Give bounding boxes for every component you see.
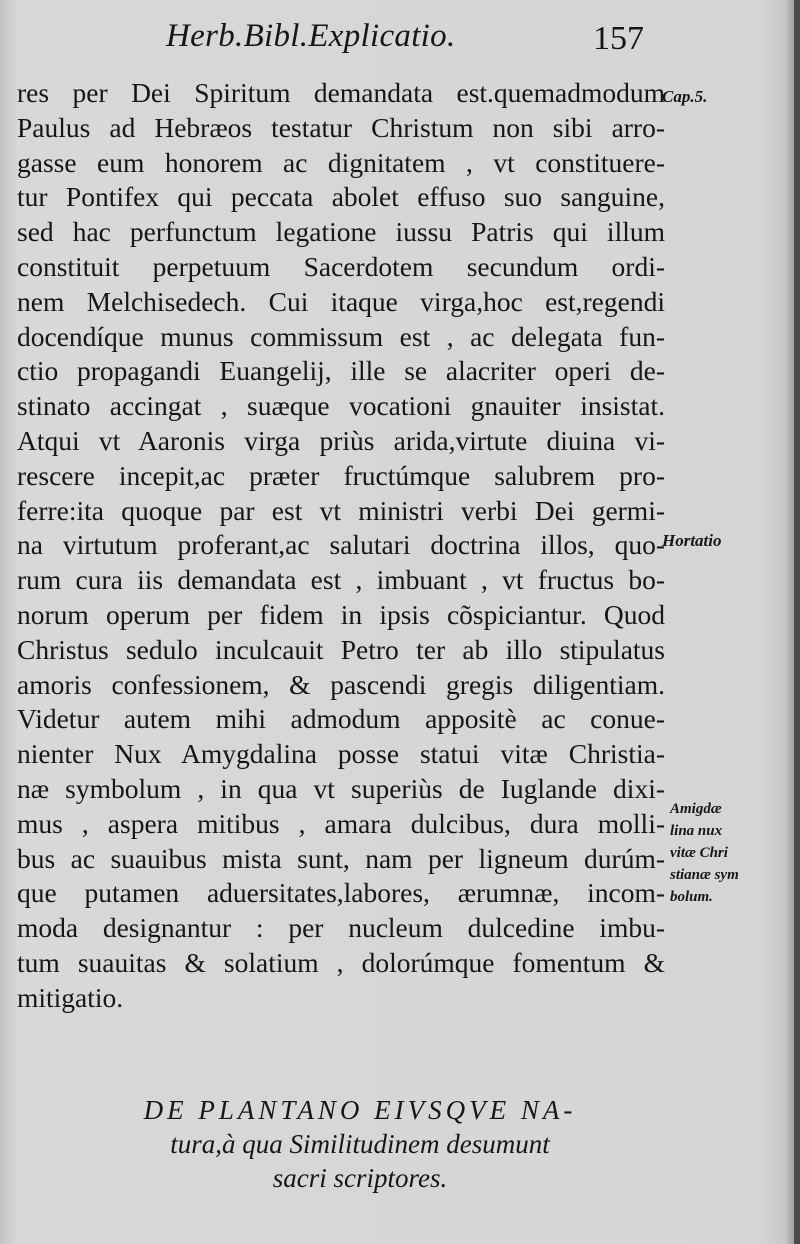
marginal-line: vitæ Chri	[670, 845, 728, 861]
marginal-note-amygdala	[670, 798, 739, 908]
text-line: tum suauitas & solatium , dolorúmque fomentum &	[17, 946, 665, 978]
marginal-note-cap: Cap.5.	[662, 87, 708, 106]
text-line: constituit perpetuum Sacerdotem secundum ordi-	[17, 250, 665, 282]
page-edge-shadow	[794, 0, 800, 1244]
body-text	[17, 76, 665, 1016]
text-line: bus ac suauibus mista sunt, nam per ligneum durúm-	[17, 842, 665, 874]
text-line: docendíque munus commissum est , ac delegata fun-	[17, 320, 665, 352]
marginal-line: bolum.	[670, 889, 713, 905]
marginal-note-hortatio: Hortatio	[662, 531, 722, 550]
text-line: Paulus ad Hebræos testatur Christum non sibi arro-	[17, 111, 665, 143]
text-line: ferre:ita quoque par est vt ministri verbi Dei germi-	[17, 494, 665, 526]
section-heading	[40, 1093, 680, 1195]
text-line: nienter Nux Amygdalina posse statui vitæ Christia-	[17, 738, 665, 770]
text-line: tur Pontifex qui peccata abolet effuso suo sanguine,	[17, 181, 665, 213]
heading-line-3: sacri scriptores.	[272, 1163, 448, 1193]
text-line: Atqui vt Aaronis virga priùs arida,virtute diuina vi-	[17, 424, 665, 456]
text-line: norum operum per fidem in ipsis cõspiciantur. Quod	[17, 598, 665, 630]
text-line: gasse eum honorem ac dignitatem , vt constituere-	[17, 146, 665, 178]
text-line: nem Melchisedech. Cui itaque virga,hoc est,regendi	[17, 285, 665, 317]
text-line: res per Dei Spiritum demandata est.quemadmodum	[17, 77, 665, 108]
page-number: 157	[593, 20, 644, 57]
text-line: sed hac perfunctum legatione iussu Patris qui illum	[17, 216, 665, 248]
text-line: ctio propagandi Euangelij, ille se alacriter operi de-	[17, 355, 665, 387]
text-line: amoris confessionem, & pascendi gregis diligentiam.	[17, 668, 665, 700]
text-line: Videtur autem mihi admodum appositè ac conue-	[17, 703, 665, 735]
text-line: Christus sedulo inculcauit Petro ter ab illo stipulatus	[17, 633, 665, 665]
text-line-last: mitigatio.	[17, 981, 124, 1013]
text-line: mus , aspera mitibus , amara dulcibus, dura molli-	[17, 807, 665, 839]
marginal-line: stianæ sym	[670, 867, 739, 883]
text-line: næ symbolum , in qua vt superiùs de Iuglande dixi-	[17, 772, 665, 804]
text-line: moda designantur : per nucleum dulcedine imbu-	[17, 912, 665, 944]
heading-line-1: DE PLANTANO EIVSQVE NA-	[143, 1095, 577, 1125]
text-line: rescere incepit,ac præter fructúmque salubrem pro-	[17, 459, 665, 491]
heading-line-2: tura,à qua Similitudinem desumunt	[170, 1129, 550, 1159]
text-line: na virtutum proferant,ac salutari doctrina illos, quo-	[17, 529, 665, 561]
text-line: que putamen aduersitates,labores, ærumnæ, incom-	[17, 877, 665, 909]
running-title: Herb.Bibl.Explicatio.	[166, 18, 456, 54]
marginal-line: Amigdæ	[670, 801, 722, 817]
page-header	[0, 18, 800, 62]
text-line: stinato accingat , suæque vocationi gnauiter insistat.	[17, 390, 665, 422]
marginal-line: lina nux	[670, 823, 723, 839]
text-line: rum cura iis demandata est , imbuant , vt fructus bo-	[17, 564, 665, 596]
